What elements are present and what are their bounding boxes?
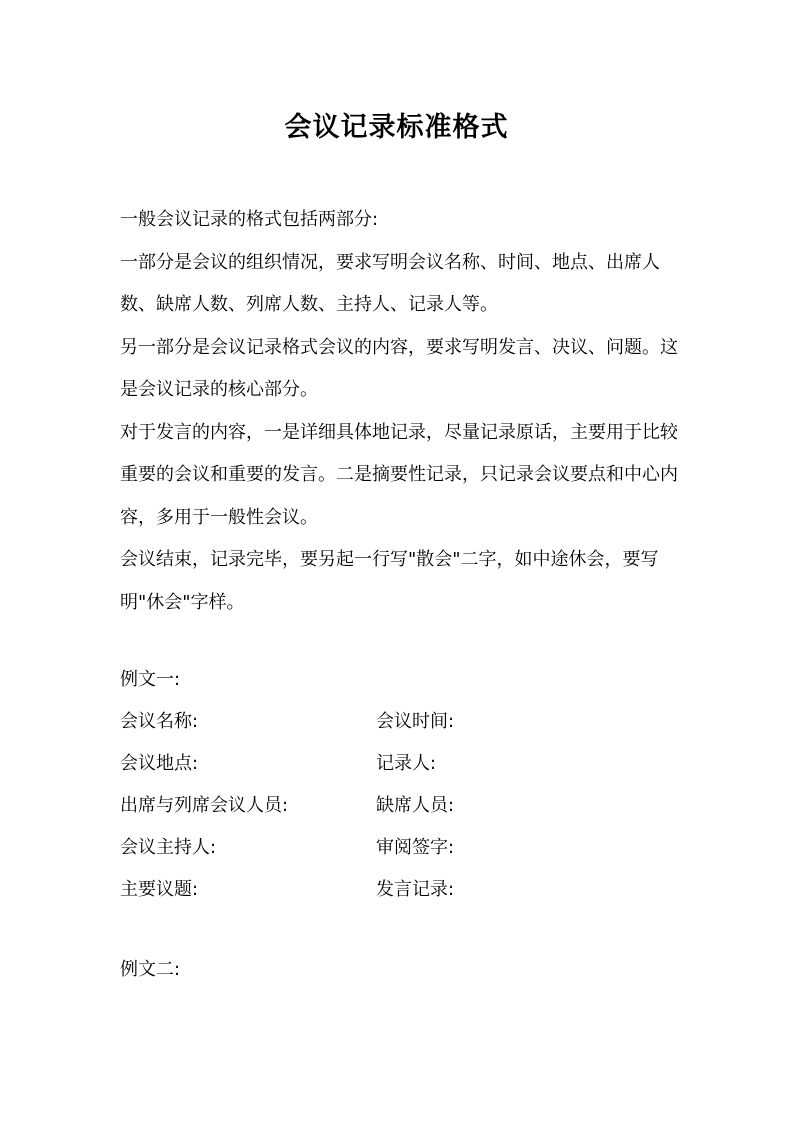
paragraph-meeting-end: 会议结束，记录完毕，要另起一行写"散会"二字，如中途休会，要写明"休会"字样。 xyxy=(120,549,659,613)
document-body xyxy=(120,199,680,624)
field-attendees: 出席与列席会议人员: xyxy=(120,795,289,816)
field-recorder: 记录人: xyxy=(376,753,437,774)
document-title: 会议记录标准格式 xyxy=(284,112,509,143)
field-meeting-time: 会议时间: xyxy=(376,711,455,732)
field-absentees: 缺席人员: xyxy=(376,795,455,816)
field-meeting-name: 会议名称: xyxy=(120,711,199,732)
field-row xyxy=(120,830,680,872)
field-main-topic: 主要议题: xyxy=(120,879,199,900)
field-review-signature: 审阅签字: xyxy=(376,837,455,858)
example-one-section xyxy=(120,662,680,914)
example-one-label: 例文一: xyxy=(120,669,181,690)
field-row xyxy=(120,746,680,788)
field-speech-record: 发言记录: xyxy=(376,879,455,900)
paragraph-intro: 一般会议记录的格式包括两部分: xyxy=(120,209,379,230)
field-row xyxy=(120,704,680,746)
paragraph-speech-content: 对于发言的内容，一是详细具体地记录，尽量记录原话，主要用于比较重要的会议和重要的发言。二是摘要性记录，只记录会议要点和中心内容，多用于一般性会议。 xyxy=(120,421,678,528)
field-row xyxy=(120,872,680,914)
paragraph-part-one: 一部分是会议的组织情况，要求写明会议名称、时间、地点、出席人数、缺席人数、列席人数、主持人、记录人等。 xyxy=(120,251,660,315)
field-row xyxy=(120,788,680,830)
example-two-label: 例文二: xyxy=(120,959,181,980)
field-meeting-location: 会议地点: xyxy=(120,753,199,774)
field-host: 会议主持人: xyxy=(120,837,217,858)
example-one-fields xyxy=(120,704,680,914)
paragraph-part-two: 另一部分是会议记录格式会议的内容，要求写明发言、决议、问题。这是会议记录的核心部分。 xyxy=(120,336,678,400)
